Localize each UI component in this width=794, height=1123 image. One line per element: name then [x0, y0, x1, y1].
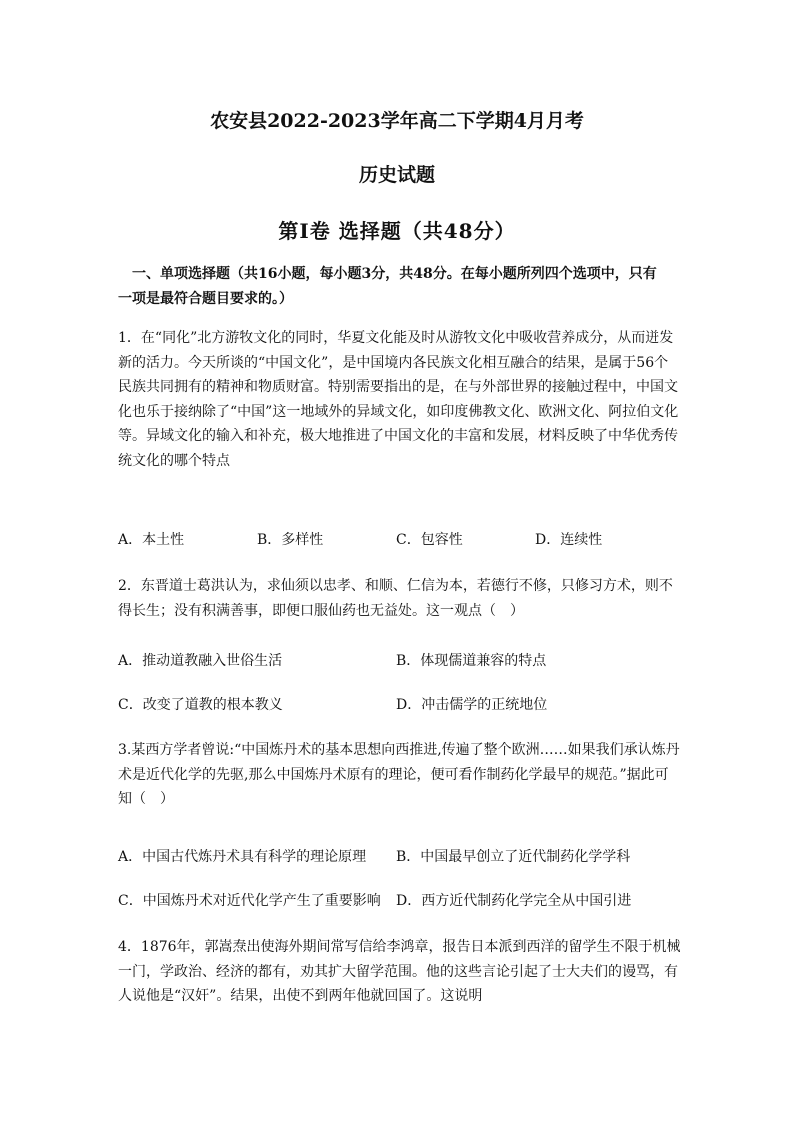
question-line: 得长生；没有积满善事，即便口服仙药也无益处。这一观点（ ） [118, 602, 524, 619]
question-line: 3.某西方学者曾说:“中国炼丹术的基本思想向西推进,传遍了整个欧洲……如果我们承认炼丹 [118, 742, 680, 758]
question-3-option-d[interactable]: D．西方近代制药化学完全从中国引进 [396, 893, 632, 909]
question-3-option-b[interactable]: B．中国最早创立了近代制药化学学科 [396, 849, 631, 865]
question-1-option-a[interactable]: A．本土性 [118, 532, 185, 548]
question-line: 1．在“同化”北方游牧文化的同时，华夏文化能及时从游牧文化中吸收营养成分，从而迸发 [118, 330, 674, 346]
section-heading-line: 一、单项选择题（共16小题，每小题3分，共48分。在每小题所列四个选项中，只有 [118, 266, 657, 282]
question-1-option-b[interactable]: B．多样性 [257, 532, 324, 548]
volume-title: 第Ⅰ卷 选择题（共48分） [278, 219, 516, 243]
question-line: 一门，学政治、经济的都有，劝其扩大留学范围。他的这些言论引起了士大夫们的谩骂，有 [118, 963, 678, 980]
section-heading [118, 262, 680, 311]
question-2-stem [118, 574, 680, 623]
section-heading-line: 一项是最符合题目要求的。） [118, 290, 293, 307]
question-2-option-c[interactable]: C．改变了道教的根本教义 [118, 697, 283, 713]
question-1-option-d[interactable]: D．连续性 [535, 532, 603, 548]
question-line: 4．1876年，郭嵩焘出使海外期间常写信给李鸿章，报告日本派到西洋的留学生不限于机械 [118, 939, 681, 955]
question-line: 化也乐于接纳除了“中国”这一地域外的异域文化，如印度佛教文化、欧洲文化、阿拉伯文化 [118, 403, 679, 420]
question-line: 民族共同拥有的精神和物质财富。特别需要指出的是，在与外部世界的接触过程中，中国文 [118, 379, 678, 395]
question-line: 统文化的哪个特点 [118, 452, 230, 469]
question-2-option-b[interactable]: B．体现儒道兼容的特点 [396, 653, 547, 669]
question-3-stem [118, 738, 680, 812]
question-1-option-c[interactable]: C．包容性 [396, 532, 463, 548]
question-line: 知（ ） [118, 791, 174, 807]
exam-title: 农安县2022-2023学年高二下学期4月月考 [210, 110, 584, 132]
subject-title: 历史试题 [358, 164, 435, 186]
question-line: 人说他是“汉奸”。结果，出使不到两年他就回国了。这说明 [118, 988, 483, 1004]
question-2-option-a[interactable]: A．推动道教融入世俗生活 [118, 653, 283, 669]
question-line: 新的活力。今天所谈的“中国文化”，是中国境内各民族文化相互融合的结果，是属于56个 [118, 354, 669, 371]
question-3-option-c[interactable]: C．中国炼丹术对近代化学产生了重要影响 [118, 893, 381, 909]
question-3-option-a[interactable]: A．中国古代炼丹术具有科学的理论原理 [118, 849, 367, 865]
question-line: 2．东晋道士葛洪认为，求仙须以忠孝、和顺、仁信为本，若德行不修，只修习方术，则不 [118, 578, 673, 594]
question-line: 术是近代化学的先驱,那么中国炼丹术原有的理论，便可看作制药化学最早的规范。”据此可 [118, 766, 669, 783]
question-4-stem [118, 935, 680, 1009]
question-line: 等。异域文化的输入和补充，极大地推进了中国文化的丰富和发展，材料反映了中华优秀传 [118, 428, 678, 444]
question-2-option-d[interactable]: D．冲击儒学的正统地位 [396, 697, 548, 713]
question-1-stem [118, 326, 680, 473]
